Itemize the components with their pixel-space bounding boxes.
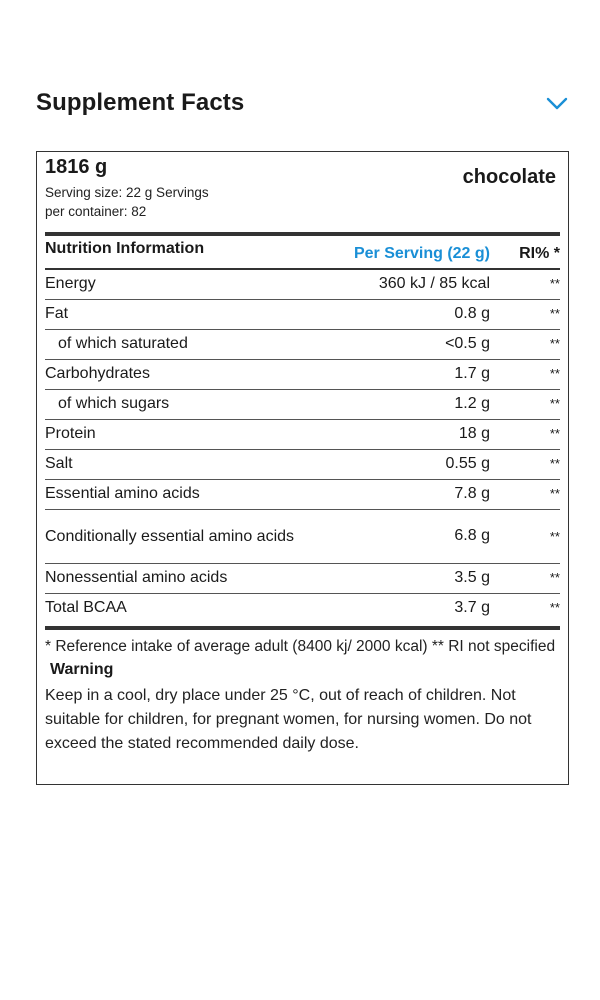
nutrient-name: Carbohydrates	[45, 359, 340, 389]
table-row	[45, 449, 560, 479]
table-row	[45, 299, 560, 329]
nutrient-ri: **	[490, 479, 560, 509]
nutrient-ri: **	[490, 359, 560, 389]
nutrient-value: 1.7 g	[340, 359, 490, 389]
product-weight: 1816 g	[45, 156, 108, 178]
nutrient-ri: **	[490, 419, 560, 449]
nutrient-name: Fat	[45, 299, 340, 329]
warning-text: Keep in a cool, dry place under 25 °C, out of reach of children. Not suitable for children, for pregnant women, for nursing women. Do not exceed the stated recommended daily dose.	[45, 687, 532, 752]
table-row	[45, 479, 560, 509]
nutrient-ri: **	[490, 269, 560, 299]
divider-top	[45, 232, 560, 236]
nutrient-value: 360 kJ / 85 kcal	[340, 269, 490, 299]
nutrient-ri: **	[490, 389, 560, 419]
nutrient-name: Energy	[45, 269, 340, 299]
table-row	[45, 593, 560, 623]
nutrient-value: 0.55 g	[340, 449, 490, 479]
product-flavor: chocolate	[462, 166, 556, 188]
table-row	[45, 389, 560, 419]
page-title: Supplement Facts	[36, 89, 245, 116]
nutrient-ri: **	[490, 563, 560, 593]
nutrient-value: 3.7 g	[340, 593, 490, 623]
nutrient-value: 0.8 g	[340, 299, 490, 329]
table-row	[45, 563, 560, 593]
nutrient-ri: **	[490, 593, 560, 623]
nutrient-value: 18 g	[340, 419, 490, 449]
product-summary	[45, 154, 560, 230]
nutrient-ri: **	[490, 329, 560, 359]
nutrient-name: Conditionally essential amino acids	[45, 509, 340, 563]
serving-line-2: per container: 82	[45, 204, 147, 219]
nutrient-name: of which sugars	[45, 389, 340, 419]
table-header-row	[45, 237, 560, 269]
serving-line-1: Serving size: 22 g Servings	[45, 185, 209, 200]
nutrient-name: Nonessential amino acids	[45, 563, 340, 593]
nutrient-name: Salt	[45, 449, 340, 479]
warning-title: Warning	[50, 661, 114, 678]
nutrient-value: <0.5 g	[340, 329, 490, 359]
nutrient-name: Protein	[45, 419, 340, 449]
facts-panel	[36, 151, 569, 785]
nutrient-name: Total BCAA	[45, 593, 340, 623]
table-row	[45, 269, 560, 299]
col-header-per-serving: Per Serving (22 g)	[340, 237, 490, 269]
col-header-ri: RI% *	[490, 237, 560, 269]
table-row	[45, 359, 560, 389]
nutrient-ri: **	[490, 449, 560, 479]
reference-note: * Reference intake of average adult (8400 kj/ 2000 kcal) ** RI not specified	[45, 638, 556, 655]
nutrient-value: 7.8 g	[340, 479, 490, 509]
table-row	[45, 329, 560, 359]
nutrient-ri: **	[490, 509, 560, 563]
nutrient-value: 1.2 g	[340, 389, 490, 419]
supplement-facts-header[interactable]	[36, 88, 570, 120]
serving-info	[45, 183, 235, 221]
divider-bottom	[45, 626, 560, 630]
nutrition-table	[45, 237, 560, 623]
footer-notes	[45, 636, 565, 756]
nutrient-value: 3.5 g	[340, 563, 490, 593]
table-row	[45, 509, 560, 563]
nutrient-name: of which saturated	[45, 329, 340, 359]
nutrient-value: 6.8 g	[340, 509, 490, 563]
col-header-name: Nutrition Information	[45, 237, 340, 269]
nutrient-ri: **	[490, 299, 560, 329]
table-row	[45, 419, 560, 449]
nutrient-name: Essential amino acids	[45, 479, 340, 509]
chevron-down-icon[interactable]	[546, 94, 568, 112]
